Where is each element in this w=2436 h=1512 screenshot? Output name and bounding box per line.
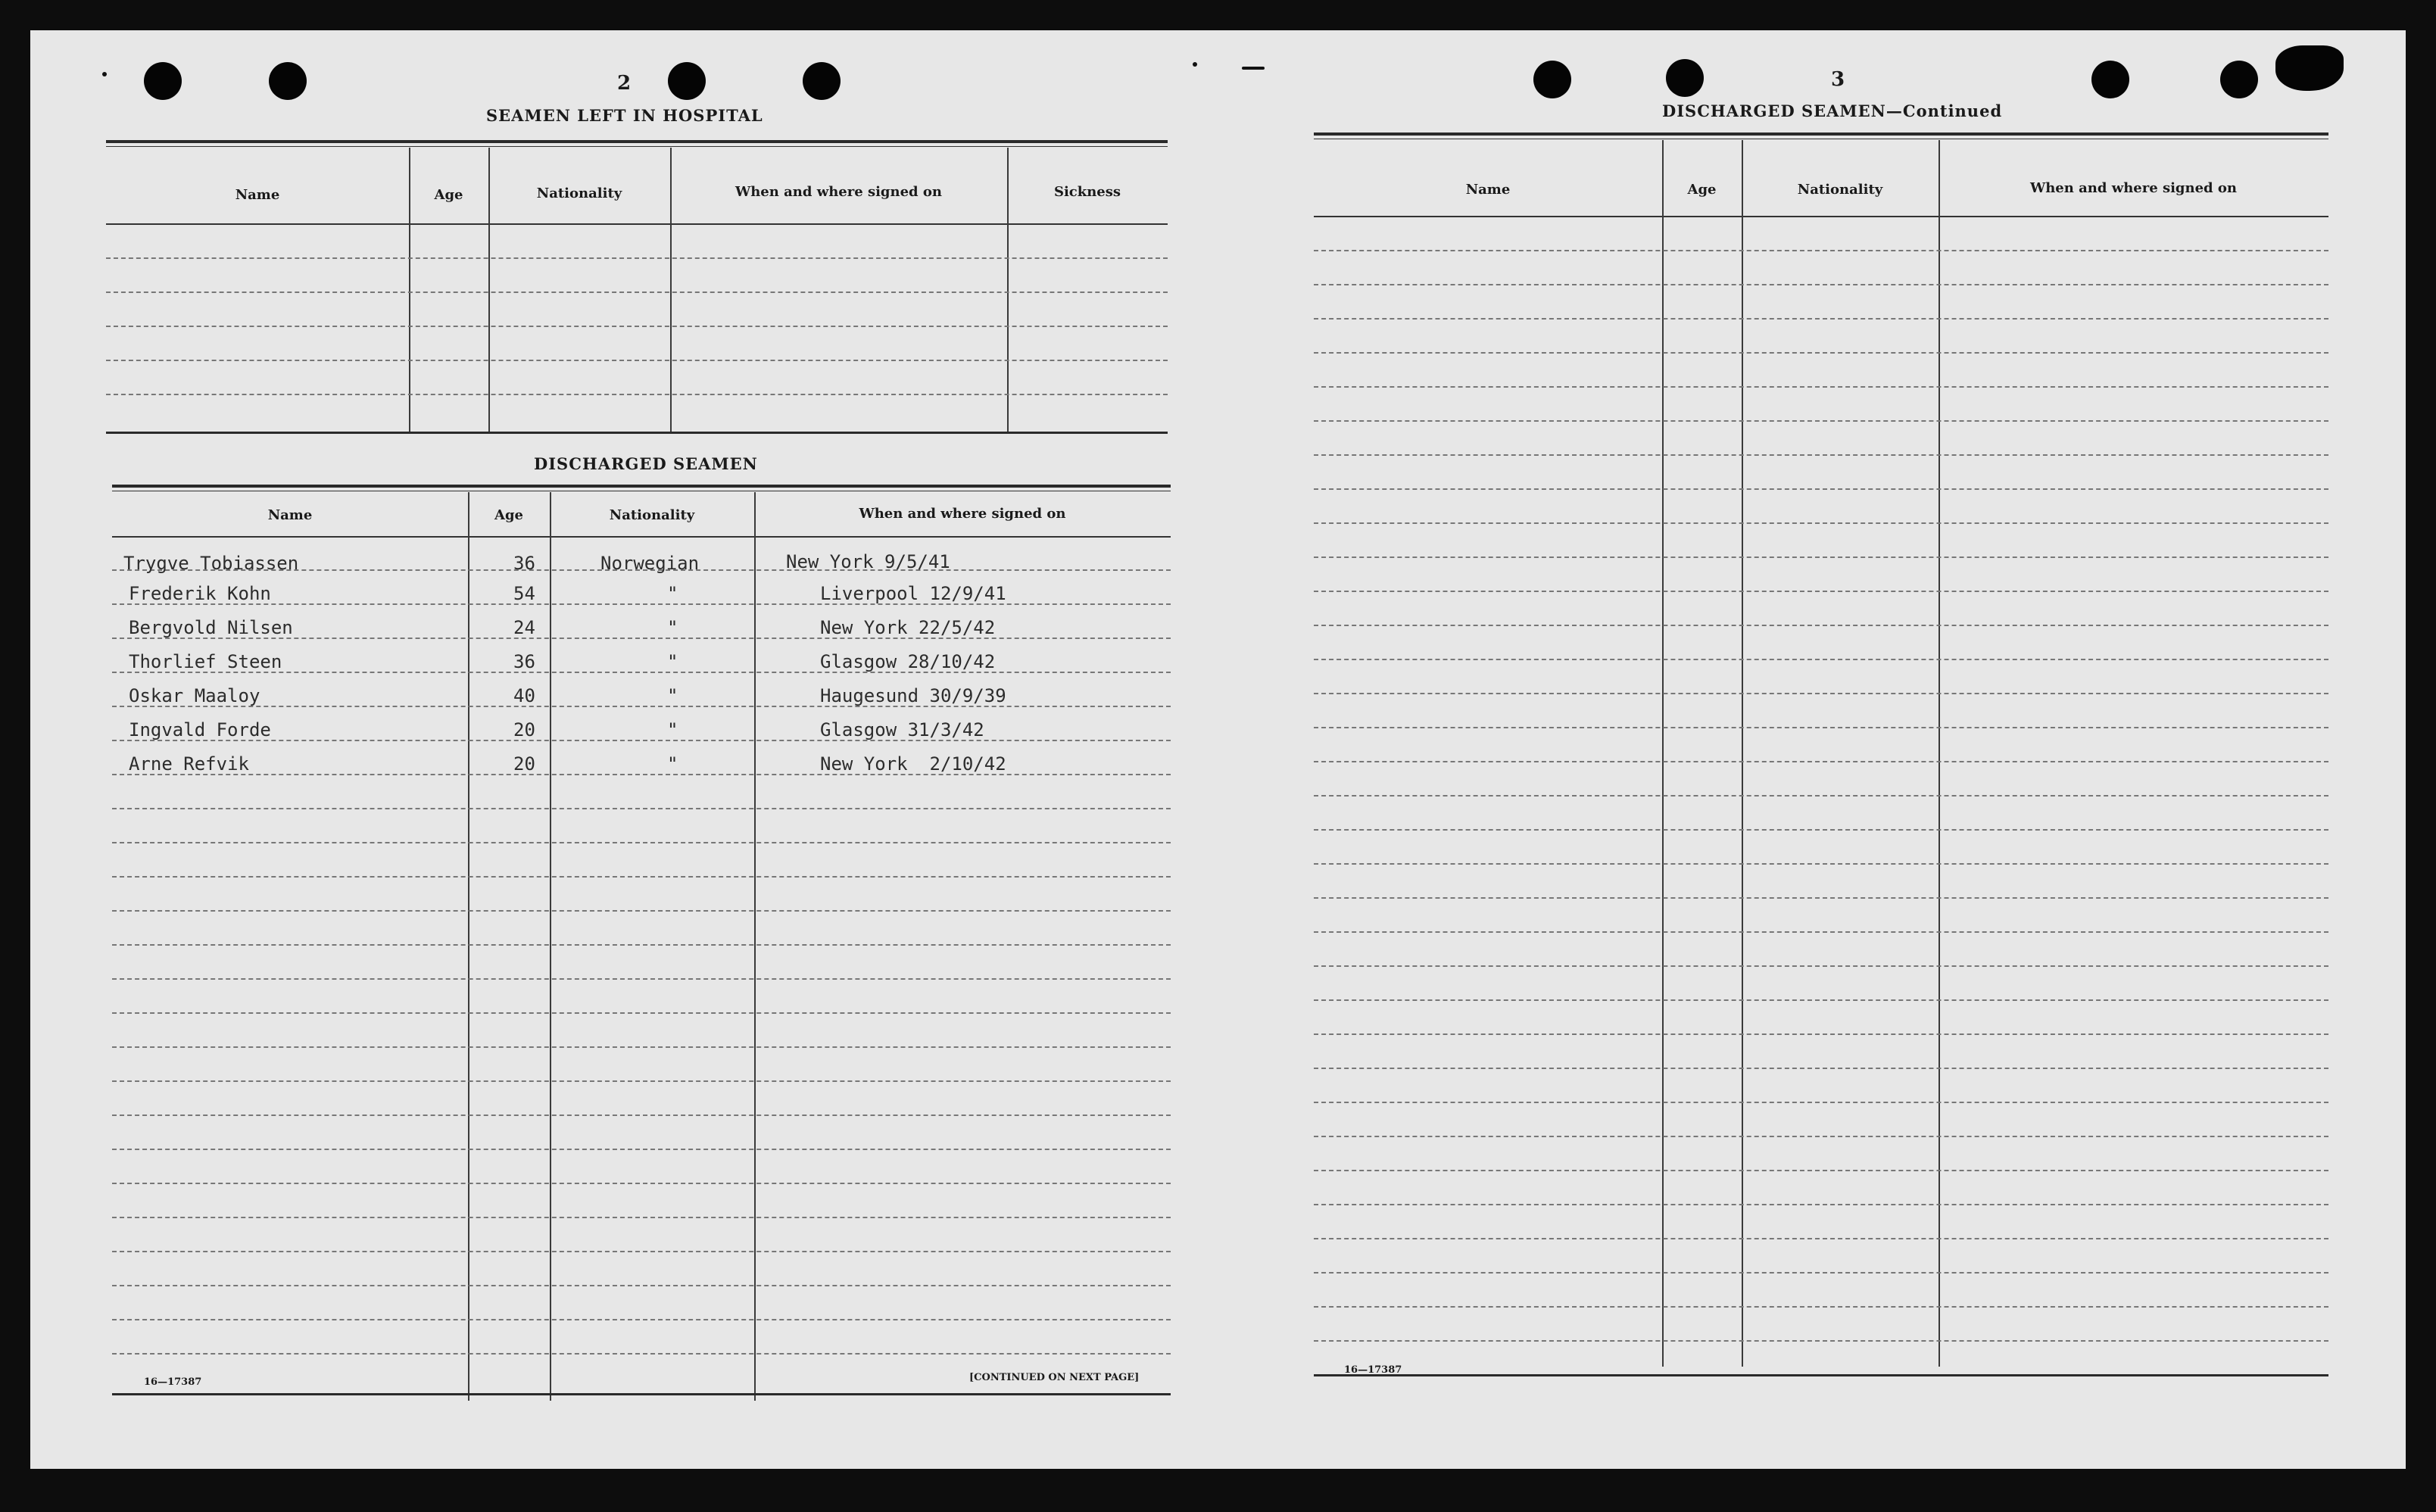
column-header-nationality: Nationality xyxy=(609,507,695,523)
crew-age: 40 xyxy=(513,685,535,706)
crew-nationality: " xyxy=(667,651,678,672)
column-header-name: Name xyxy=(267,507,313,523)
crew-name: Trygve Tobiassen xyxy=(123,553,299,574)
hospital-table xyxy=(106,140,1168,439)
crew-signed-on: Glasgow 31/3/42 xyxy=(820,719,984,740)
crew-age: 36 xyxy=(513,553,535,574)
page-number-right: 3 xyxy=(1831,68,1845,91)
document-scan xyxy=(30,30,2406,1469)
column-header-name: Name xyxy=(235,187,280,203)
crew-age: 20 xyxy=(513,719,535,740)
column-header-nationality: Nationality xyxy=(536,185,622,201)
column-header-signed-on: When and where signed on xyxy=(735,184,942,200)
column-header-signed-on: When and where signed on xyxy=(859,506,1066,522)
crew-nationality: " xyxy=(667,719,678,740)
torn-corner xyxy=(2275,45,2344,91)
form-number-left: 16—17387 xyxy=(144,1376,202,1388)
ink-speck xyxy=(1193,62,1197,67)
crew-nationality: " xyxy=(667,685,678,706)
hospital-section-title: SEAMEN LEFT IN HOSPITAL xyxy=(486,106,763,125)
crew-age: 54 xyxy=(513,583,535,604)
punch-hole xyxy=(269,62,307,100)
crew-signed-on: Haugesund 30/9/39 xyxy=(820,685,1006,706)
crew-signed-on: New York 22/5/42 xyxy=(820,617,996,638)
discharged-continued-title: DISCHARGED SEAMEN—Continued xyxy=(1662,101,2003,120)
crew-nationality: " xyxy=(667,617,678,638)
crew-signed-on: Liverpool 12/9/41 xyxy=(820,583,1006,604)
crew-age: 24 xyxy=(513,617,535,638)
crew-signed-on: Glasgow 28/10/42 xyxy=(820,651,996,672)
discharged-table xyxy=(112,485,1171,1404)
ink-speck xyxy=(1242,67,1265,70)
crew-name: Oskar Maaloy xyxy=(129,685,260,706)
column-header-age: Age xyxy=(434,187,463,203)
crew-nationality: Norwegian xyxy=(600,553,700,574)
punch-hole xyxy=(668,62,706,100)
crew-name: Thorlief Steen xyxy=(129,651,282,672)
column-header-nationality: Nationality xyxy=(1797,182,1883,198)
punch-hole xyxy=(2091,61,2129,98)
column-header-age: Age xyxy=(494,507,523,523)
ink-speck xyxy=(102,72,107,76)
column-header-sickness: Sickness xyxy=(1053,184,1121,200)
continued-note: [CONTINUED ON NEXT PAGE] xyxy=(969,1372,1140,1383)
crew-age: 36 xyxy=(513,651,535,672)
punch-hole xyxy=(1666,59,1704,97)
punch-hole xyxy=(144,62,182,100)
form-number-right: 16—17387 xyxy=(1344,1364,1402,1376)
crew-name: Bergvold Nilsen xyxy=(129,617,293,638)
crew-nationality: " xyxy=(667,583,678,604)
crew-name: Ingvald Forde xyxy=(129,719,271,740)
column-header-name: Name xyxy=(1465,182,1511,198)
crew-age: 20 xyxy=(513,753,535,775)
crew-name: Arne Refvik xyxy=(129,753,249,775)
punch-hole xyxy=(2220,61,2258,98)
punch-hole xyxy=(1533,61,1571,98)
punch-hole xyxy=(803,62,841,100)
discharged-section-title: DISCHARGED SEAMEN xyxy=(534,454,758,473)
column-header-signed-on: When and where signed on xyxy=(2030,180,2237,196)
crew-name: Frederik Kohn xyxy=(129,583,271,604)
crew-nationality: " xyxy=(667,753,678,775)
crew-signed-on: New York 2/10/42 xyxy=(820,753,1006,775)
crew-signed-on: New York 9/5/41 xyxy=(786,551,950,572)
page-number-left: 2 xyxy=(617,72,632,95)
column-header-age: Age xyxy=(1687,182,1717,198)
discharged-continued-table xyxy=(1314,132,2328,1382)
